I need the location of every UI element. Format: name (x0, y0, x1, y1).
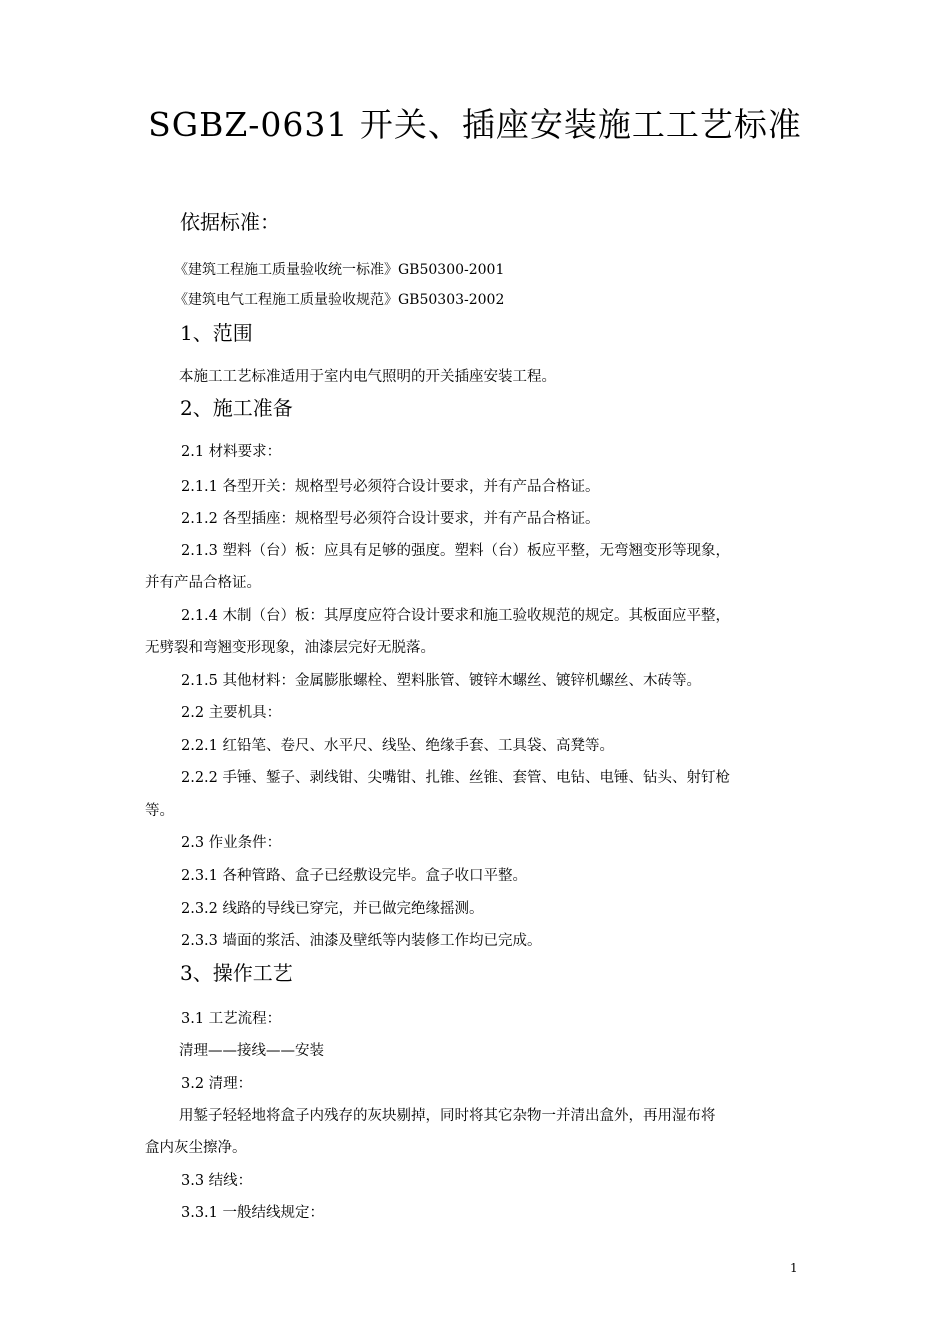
paragraph: 3.3.1 一般结线规定： (181, 1205, 325, 1221)
paragraph: 2.1.2 各型插座：规格型号必须符合设计要求，并有产品合格证。 (181, 511, 600, 527)
paragraph: 2.1.4 木制（台）板：其厚度应符合设计要求和施工验收规范的规定。其板面应平整， (181, 608, 731, 624)
document-title: SGBZ-0631 开关、插座安装施工工艺标准 (148, 105, 802, 144)
paragraph: 2.1 材料要求： (181, 444, 282, 460)
paragraph: 2.2.1 红铅笔、卷尺、水平尺、线坠、绝缘手套、工具袋、高凳等。 (181, 738, 615, 754)
paragraph: 本施工工艺标准适用于室内电气照明的开关插座安装工程。 (179, 369, 556, 385)
paragraph: 2.2 主要机具： (181, 705, 282, 721)
paragraph: 清理——接线——安装 (179, 1043, 324, 1059)
paragraph: 3.2 清理： (181, 1076, 253, 1092)
page-number: 1 (790, 1261, 798, 1275)
paragraph-continuation: 等。 (145, 803, 174, 819)
section-heading-scope: 1、范围 (180, 321, 253, 345)
paragraph-continuation: 并有产品合格证。 (145, 575, 261, 591)
paragraph-continuation: 无劈裂和弯翘变形现象，油漆层完好无脱落。 (145, 640, 435, 656)
paragraph: 2.1.1 各型开关：规格型号必须符合设计要求，并有产品合格证。 (181, 479, 600, 495)
paragraph: 2.3.3 墙面的浆活、油漆及壁纸等内装修工作均已完成。 (181, 933, 542, 949)
paragraph: 2.1.3 塑料（台）板：应具有足够的强度。塑料（台）板应平整，无弯翘变形等现象， (181, 543, 731, 559)
paragraph: 2.3.2 线路的导线已穿完，并已做完绝缘摇测。 (181, 901, 484, 917)
paragraph: 2.2.2 手锤、錾子、剥线钳、尖嘴钳、扎锥、丝锥、套管、电钻、电锤、钻头、射钉枪 (181, 770, 731, 786)
paragraph: 3.1 工艺流程： (181, 1011, 282, 1027)
reference-standard: 《建筑工程施工质量验收统一标准》GB50300-2001 (174, 262, 505, 278)
section-heading-preparation: 2、施工准备 (180, 396, 293, 420)
section-heading-process: 3、操作工艺 (180, 961, 293, 985)
paragraph-continuation: 盒内灰尘擦净。 (145, 1140, 247, 1156)
paragraph: 2.3.1 各种管路、盒子已经敷设完毕。盒子收口平整。 (181, 868, 528, 884)
paragraph: 3.3 结线： (181, 1173, 253, 1189)
reference-standard: 《建筑电气工程施工质量验收规范》GB50303-2002 (174, 292, 505, 308)
paragraph: 用錾子轻轻地将盒子内残存的灰块剔掉，同时将其它杂物一并清出盒外，再用湿布将 (179, 1108, 716, 1124)
paragraph: 2.1.5 其他材料：金属膨胀螺栓、塑料胀管、镀锌木螺丝、镀锌机螺丝、木砖等。 (181, 673, 702, 689)
basis-heading: 依据标准： (180, 210, 280, 234)
paragraph: 2.3 作业条件： (181, 835, 282, 851)
